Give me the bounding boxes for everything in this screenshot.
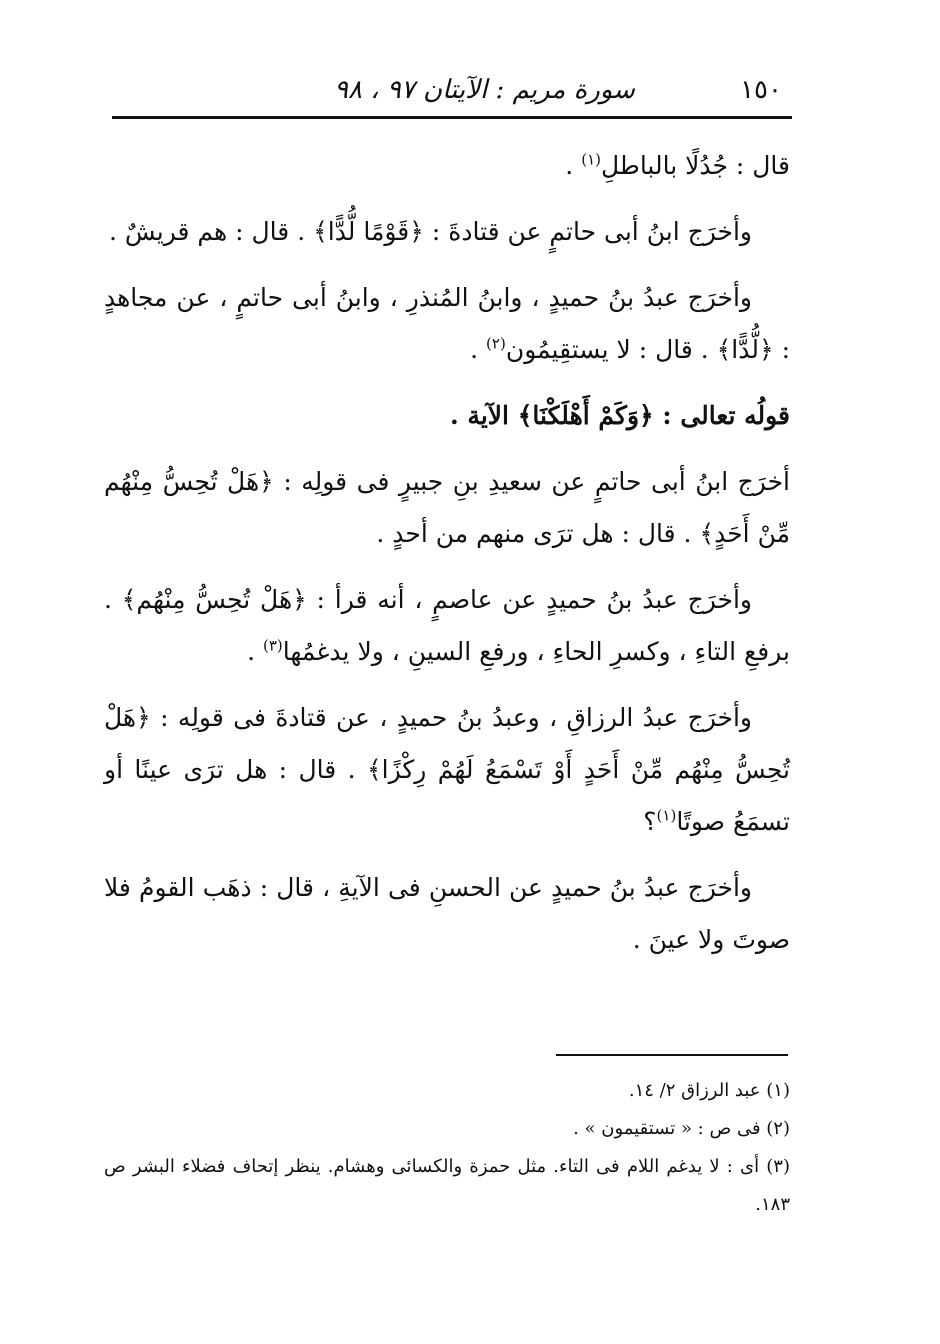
- paragraph-8: [104, 862, 790, 966]
- paragraph-tail: ؟: [643, 807, 657, 836]
- body-text: [104, 140, 790, 980]
- paragraph-text: وأخرَج عبدُ بنُ حميدٍ عن الحسنِ فى الآيةِ ، قال : ذهَب القومُ فلا صوتَ ولا عينَ .: [104, 873, 790, 954]
- footnote-3: (٣) أى : لا يدغم اللام فى التاء. مثل حمزة والكسائى وهشام. ينظر إتحاف فضلاء البشر ص ١٨٣.: [104, 1156, 790, 1215]
- footnote-2: (٢) فى ص : « تستقيمون » .: [573, 1118, 790, 1139]
- footnote-marker: (٣): [262, 636, 283, 655]
- footnote-marker: (١): [656, 806, 677, 825]
- paragraph-text: وأخرَج عبدُ بنُ حميدٍ عن عاصمٍ ، أنه قرأ : ﴿هَلْ تُحِسُّ مِنْهُم﴾ . برفعِ التاءِ ، وكسرِ الحاءِ ، ورفعِ السينِ ، ولا يدغمُها: [104, 585, 790, 666]
- paragraph-text: قال : جُدُلًا بالباطلِ: [600, 151, 790, 180]
- paragraph-1: [104, 140, 790, 192]
- page-number: ١٥٠: [740, 75, 782, 105]
- paragraph-tail: .: [470, 335, 487, 364]
- footnotes: [104, 1072, 790, 1224]
- paragraph-7: [104, 692, 790, 848]
- paragraph-5: [104, 456, 790, 560]
- footnote-marker: (٢): [486, 334, 506, 353]
- header-rule: [112, 116, 792, 119]
- verse-heading: [104, 390, 790, 442]
- page-header: [112, 64, 790, 114]
- paragraph-text: وأخرَج عبدُ الرزاقِ ، وعبدُ بنُ حميدٍ ، عن قتادةَ فى قولِه : ﴿هَلْ تُحِسُّ مِنْهُم مِّنْ أَحَدٍ أَوْ تَسْمَعُ لَهُمْ رِكْزًا﴾ . قال : هل ترَى عينًا أو تسمَعُ صوتًا: [104, 703, 790, 836]
- paragraph-text: وأخرَج ابنُ أبى حاتمٍ عن قتادةَ : ﴿قَوْمًا لُّدًّا﴾ . قال : هم قريشٌ .: [108, 217, 752, 246]
- paragraph-2: [104, 206, 790, 258]
- paragraph-tail: .: [565, 151, 582, 180]
- footnote-1: (١) عبد الرزاق ٢/ ١٤.: [628, 1080, 790, 1101]
- paragraph-text: وأخرَج عبدُ بنُ حميدٍ ، وابنُ المُنذرِ ، وابنُ أبى حاتمٍ ، عن مجاهدٍ : ﴿لُّدًّا﴾ . قال : لا يستقِيمُون: [104, 283, 790, 364]
- paragraph-6: [104, 574, 790, 678]
- running-title: سورة مريم : الآيتان ٩٧ ، ٩٨: [334, 75, 635, 105]
- paragraph-3: [104, 272, 790, 376]
- paragraph-text: قولُه تعالى : ﴿وَكَمْ أَهْلَكْنَا﴾ الآية .: [450, 401, 790, 430]
- paragraph-tail: .: [247, 637, 263, 666]
- footnote-rule: [556, 1054, 788, 1056]
- footnote-marker: (١): [581, 150, 601, 169]
- paragraph-text: أخرَج ابنُ أبى حاتمٍ عن سعيدِ بنِ جبيرٍ فى قولِه : ﴿هَلْ تُحِسُّ مِنْهُم مِّنْ أَحَدٍ﴾ . قال : هل ترَى منهم من أحدٍ .: [104, 467, 790, 548]
